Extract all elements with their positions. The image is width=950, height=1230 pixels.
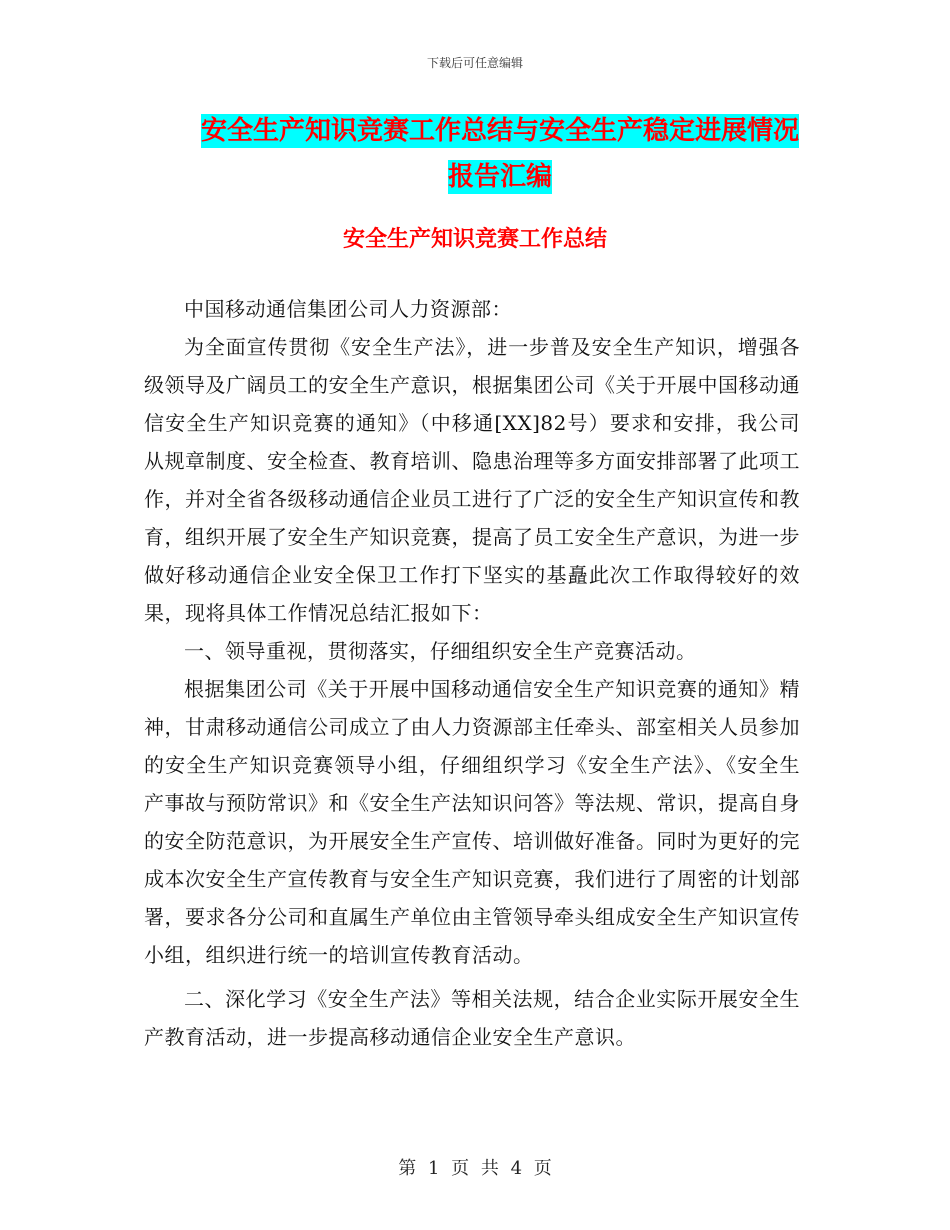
header-note: 下载后可任意编辑 <box>426 56 523 70</box>
document-title <box>150 108 850 200</box>
salutation: 中国移动通信集团公司人力资源部： <box>184 297 512 321</box>
document-body <box>144 290 800 1056</box>
paragraph-heading-1: 一、领导重视，贯彻落实，仔细组织安全生产竞赛活动。 <box>184 639 697 663</box>
section-title: 安全生产知识竞赛工作总结 <box>342 227 607 252</box>
page-number-footer: 第 1 页 共 4 页 <box>398 1158 552 1179</box>
title-line-2: 报告汇编 <box>447 162 552 192</box>
paragraph-body-1: 根据集团公司《关于开展中国移动通信安全生产知识竞赛的通知》精神，甘肃移动通信公司成立了由人力资源部主任牵头、部室相关人员参加的安全生产知识竞赛领导小组，仔细组织学习《安全生产法》、《安全生产事故与预防常识》和《安全生产法知识问答》等法规、常识，提高自身的安全防范意识，为开展安全生产宣传、培训做好准备。同时为更好的完成本次安全生产宣传教育与安全生产知识竞赛，我们进行了周密的计划部署，要求各分公司和直属生产单位由主管领导牵头组成安全生产知识宣传小组，组织进行统一的培训宣传教育活动。 <box>144 677 800 967</box>
paragraph-heading-2: 二、深化学习《安全生产法》等相关法规，结合企业实际开展安全生产教育活动，进一步提高移动通信企业安全生产意识。 <box>144 987 800 1049</box>
title-line-1: 安全生产知识竞赛工作总结与安全生产稳定进展情况 <box>200 116 799 146</box>
paragraph-intro: 为全面宣传贯彻《安全生产法》，进一步普及安全生产知识，增强各级领导及广阔员工的安全生产意识，根据集团公司《关于开展中国移动通信安全生产知识竞赛的通知》（中移通[XX]82号）要求和安排，我公司从规章制度、安全检查、教育培训、隐患治理等多方面安排部署了此项工作，并对全省各级移动通信企业员工进行了广泛的安全生产知识宣传和教育，组织开展了安全生产知识竞赛，提高了员工安全生产意识，为进一步做好移动通信企业安全保卫工作打下坚实的基矗此次工作取得较好的效果，现将具体工作情况总结汇报如下： <box>144 335 800 625</box>
